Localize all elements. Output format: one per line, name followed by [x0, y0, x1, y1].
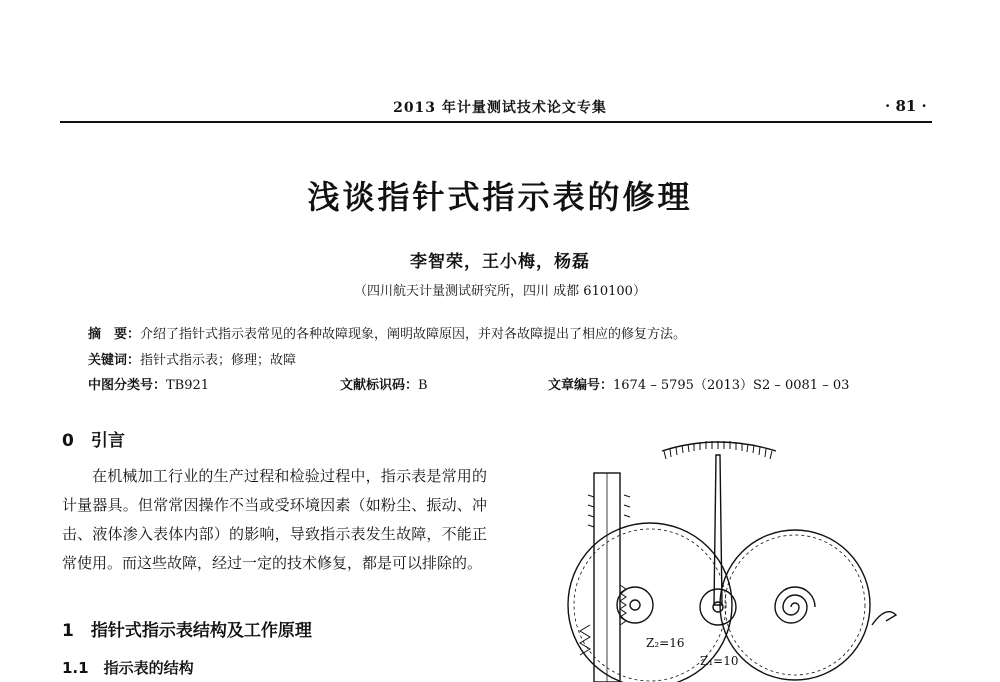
- affiliation: （四川航天计量测试研究所，四川 成都 610100）: [354, 284, 646, 299]
- lever-arm: [872, 612, 896, 625]
- label-z2: Z₂=16: [646, 636, 685, 650]
- article-no-value: 1674 – 5795（2013）S2 – 0081 – 03: [613, 378, 850, 393]
- label-z1: Z₁=10: [700, 654, 739, 668]
- doc-code-label: 文献标识码：: [340, 378, 419, 393]
- section-0-body: 在机械加工行业的生产过程和检验过程中，指示表是常用的计量器具。但常常因操作不当或受环境因素（如粉尘、振动、冲击、液体渗入表体内部）的影响，导致指示表发生故障，不能正常使用。而这些故障，经过一定的技术修复，都是可以排除的。: [62, 467, 487, 572]
- keywords-line: [88, 349, 296, 368]
- pointer-needle: [714, 455, 722, 605]
- paper-title: 浅谈指针式指示表的修理: [307, 178, 693, 216]
- article-no-line: [548, 374, 849, 393]
- clc-label: 中图分类号：: [88, 378, 167, 393]
- keywords-label: 关键词：: [88, 353, 141, 368]
- clc-value: TB921: [166, 378, 210, 393]
- keywords-text: 指针式指示表；修理；故障: [140, 353, 297, 368]
- section-1-heading: 1 指针式指示表结构及工作原理: [62, 621, 312, 641]
- gauge-mechanism-figure: [550, 425, 950, 682]
- section-0-heading: 0 引言: [62, 431, 125, 451]
- clc-line: [88, 374, 209, 393]
- section-1-1-heading: 1.1 指示表的结构: [62, 659, 194, 677]
- doc-code-line: [340, 374, 428, 393]
- doc-code-value: B: [418, 378, 428, 393]
- abstract-line: [88, 323, 686, 342]
- header-rule: [60, 121, 932, 123]
- pinion-z2: [617, 587, 653, 623]
- large-gear-right: [720, 530, 870, 680]
- authors: 李智荣，王小梅，杨磊: [410, 252, 590, 272]
- abstract-text: 介绍了指针式指示表常见的各种故障现象，阐明故障原因，并对各故障提出了相应的修复方法。: [140, 327, 687, 342]
- abstract-label: 摘 要：: [88, 327, 141, 342]
- page-number: · 81 ·: [885, 97, 927, 115]
- running-header: 2013 年计量测试技术论文专集: [393, 100, 607, 116]
- article-no-label: 文章编号：: [548, 378, 614, 393]
- hairspring: [775, 587, 815, 623]
- dial-scale-arc: [662, 442, 776, 451]
